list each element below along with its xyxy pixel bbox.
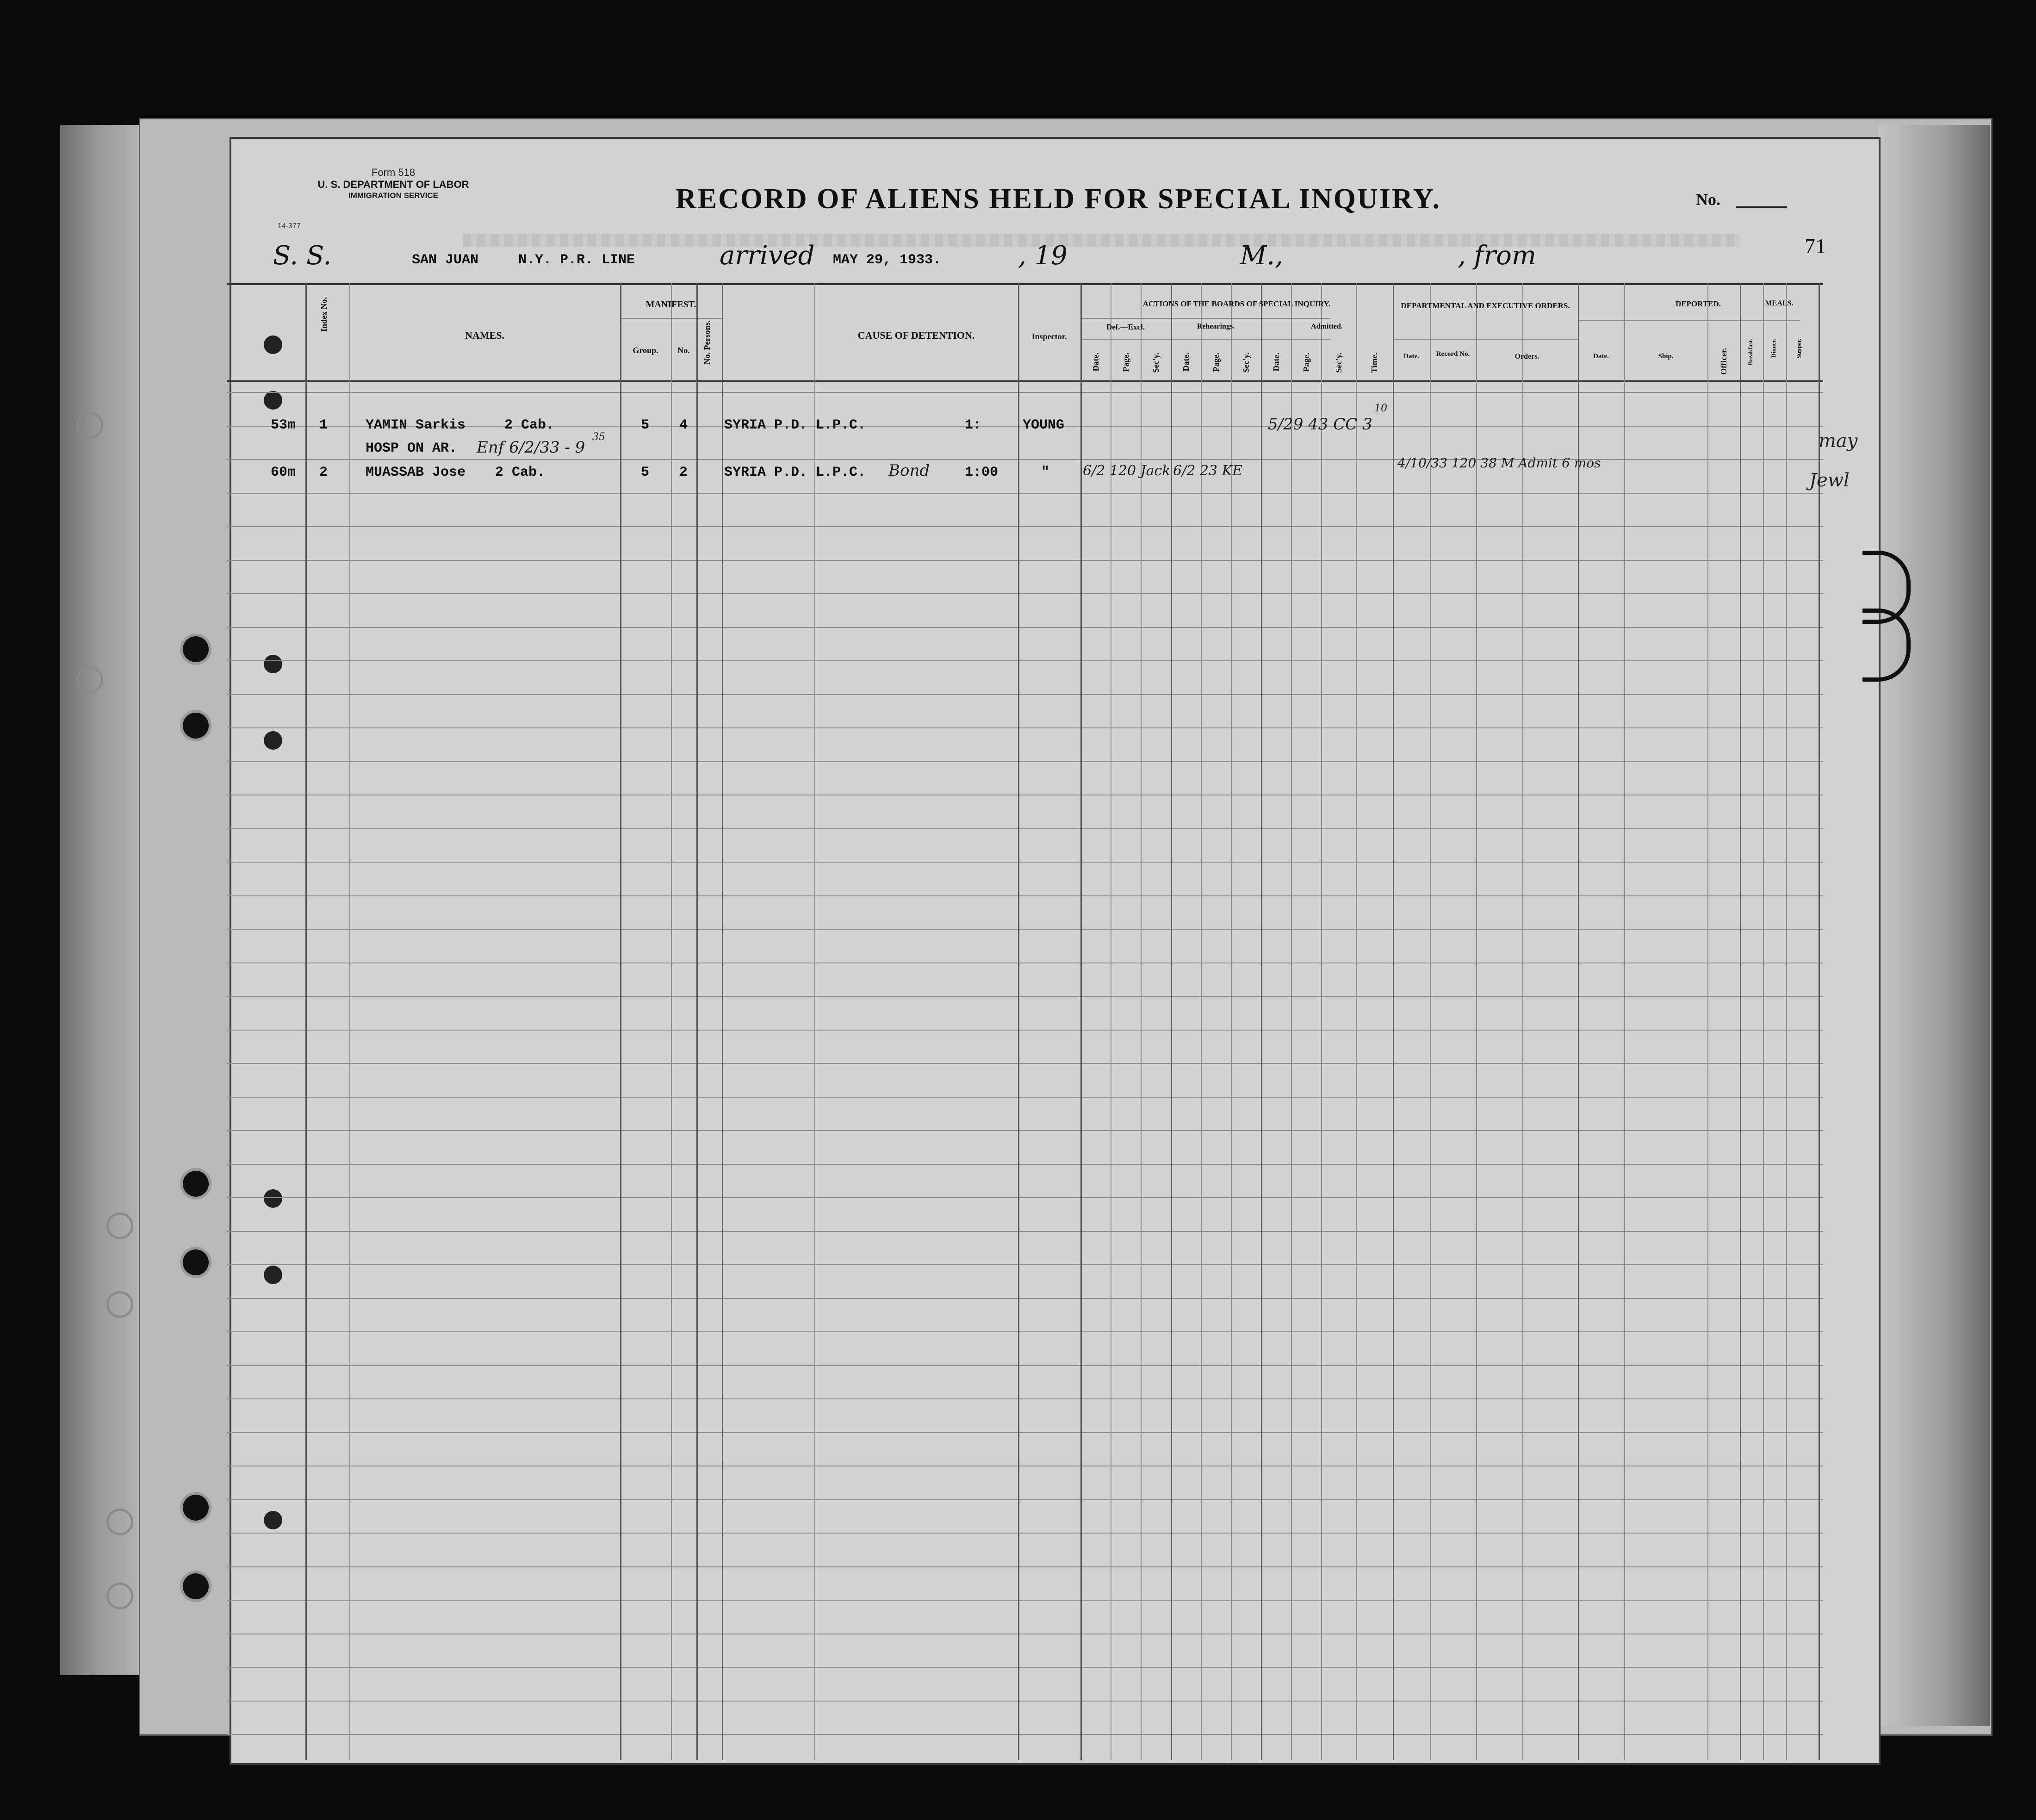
ruled-line <box>227 1365 1823 1366</box>
row-cause: SYRIA P.D. L.P.C. <box>724 465 866 480</box>
header-record-no: Record No. <box>1436 350 1470 358</box>
ruled-line <box>227 727 1823 728</box>
table-top-rule <box>227 283 1823 285</box>
ruled-line <box>227 627 1823 628</box>
year-label: , 19 <box>1018 241 1068 271</box>
binder-hole <box>183 1171 209 1197</box>
ruled-line <box>227 1331 1823 1332</box>
column-divider <box>814 283 815 1760</box>
ruled-line <box>227 1398 1823 1399</box>
record-number-blank <box>1736 206 1787 208</box>
header-dinner: Dinner. <box>1770 339 1777 358</box>
page-title: RECORD OF ALIENS HELD FOR SPECIAL INQUIRY. <box>676 183 1441 215</box>
row-orders: 4/10/33 120 38 M Admit 6 mos <box>1397 455 1601 471</box>
header-dept-orders: DEPARTMENTAL AND EXECUTIVE ORDERS. <box>1401 301 1570 310</box>
binder-ring <box>106 1212 133 1239</box>
binder-ring <box>76 412 103 439</box>
column-divider <box>1430 283 1431 1760</box>
row-name: MUASSAB Jose <box>366 465 466 480</box>
header-no-persons: No. Persons. <box>702 320 712 365</box>
column-divider <box>1578 283 1579 1760</box>
column-divider <box>305 283 307 1760</box>
header-deported: DEPORTED. <box>1675 299 1721 308</box>
ruled-line <box>227 1600 1823 1601</box>
header-secy: Sec'y. <box>1334 353 1343 373</box>
ruled-line <box>227 694 1823 695</box>
ruled-line <box>227 1164 1823 1165</box>
margin-note-jewl: Jewl <box>1809 470 1850 491</box>
header-names: NAMES. <box>465 329 504 341</box>
column-divider <box>1291 283 1292 1760</box>
form-identification <box>296 167 490 200</box>
column-divider <box>1080 283 1082 1760</box>
row-sub-note: HOSP ON AR. <box>366 441 458 456</box>
row-name: YAMIN Sarkis <box>366 417 466 433</box>
row-manifest-no: 4 <box>679 417 688 433</box>
header-inspector: Inspector. <box>1031 332 1067 341</box>
column-divider <box>1201 283 1202 1760</box>
vessel-name: SAN JUAN <box>412 252 479 268</box>
header-page: Page. <box>1211 353 1221 372</box>
row-class: 2 Cab. <box>504 417 555 433</box>
row-admitted-time: 10 <box>1374 403 1387 414</box>
row-sub-time: 35 <box>592 431 605 443</box>
header-ship: Ship. <box>1658 353 1674 360</box>
binder-hole <box>183 713 209 739</box>
row-admitted: 5/29 43 CC 3 <box>1268 415 1372 434</box>
row-group: 5 <box>641 465 650 480</box>
m-label: M., <box>1240 241 1283 271</box>
row-inspector: " <box>1041 465 1050 480</box>
row-manifest-no: 2 <box>679 465 688 480</box>
ruled-line <box>227 1432 1823 1433</box>
ruled-line <box>227 895 1823 896</box>
arrived-label: arrived <box>720 241 815 271</box>
column-divider <box>1786 283 1787 1760</box>
column-divider <box>1231 283 1232 1760</box>
header-date: Date. <box>1272 353 1281 372</box>
column-divider <box>671 283 672 1760</box>
row-margin-note: 60m <box>271 465 296 480</box>
row-index: 1 <box>319 417 328 433</box>
margin-note-may: may <box>1819 430 1858 452</box>
header-actions: ACTIONS OF THE BOARDS OF SPECIAL INQUIRY. <box>1142 299 1331 308</box>
column-divider <box>1393 283 1394 1760</box>
row-group: 5 <box>641 417 650 433</box>
column-divider <box>1819 283 1820 1760</box>
vessel-line-company: N.Y. P.R. LINE <box>518 252 635 268</box>
row-cause: SYRIA P.D. L.P.C. <box>724 417 866 433</box>
binder-ring <box>76 666 103 693</box>
column-divider <box>1356 283 1357 1760</box>
ruled-line <box>227 1130 1823 1131</box>
deported-subrule <box>1578 320 1800 321</box>
record-table <box>227 283 1823 1760</box>
ruled-line <box>227 560 1823 561</box>
header-secy: Sec'y. <box>1241 353 1251 373</box>
ruled-line <box>227 1734 1823 1735</box>
from-label: , from <box>1458 241 1536 271</box>
header-supper: Supper. <box>1795 339 1802 359</box>
column-divider <box>696 283 698 1760</box>
column-divider <box>1171 283 1172 1760</box>
header-admitted: Admitted. <box>1311 323 1343 330</box>
header-group: Group. <box>633 346 658 355</box>
column-divider <box>1141 283 1142 1760</box>
header-time: Time. <box>1370 353 1379 373</box>
form-code: 14-377 <box>278 222 301 230</box>
row-class: 2 Cab. <box>495 465 546 480</box>
header-cause: CAUSE OF DETENTION. <box>857 329 975 341</box>
actions-subrule <box>1080 339 1330 340</box>
row-cause-handwritten: Bond <box>888 461 930 480</box>
binder-ring <box>106 1509 133 1535</box>
ruled-line <box>227 1566 1823 1567</box>
binder-hole <box>183 1573 209 1599</box>
header-orders: Orders. <box>1515 353 1539 360</box>
ruled-line <box>227 1533 1823 1534</box>
faded-act-line <box>463 234 1740 247</box>
header-page: Page. <box>1302 353 1311 372</box>
column-divider <box>1624 283 1625 1760</box>
binder-ring <box>106 1583 133 1609</box>
binder-hole <box>183 636 209 662</box>
column-divider <box>620 283 621 1760</box>
header-date: Date. <box>1181 353 1191 372</box>
header-secy: Sec'y. <box>1151 353 1161 373</box>
ruled-line <box>227 660 1823 661</box>
ruled-line <box>227 1097 1823 1098</box>
column-divider <box>1018 283 1019 1760</box>
header-breakfast: Breakfast. <box>1747 339 1754 366</box>
header-meals: MEALS. <box>1765 299 1794 307</box>
header-dept-date: Date. <box>1403 353 1419 360</box>
header-def-excl: Def.—Excl. <box>1106 323 1145 331</box>
ruled-line <box>227 1063 1823 1064</box>
column-divider <box>1763 283 1764 1760</box>
ruled-line <box>227 1030 1823 1031</box>
ruled-line <box>227 526 1823 527</box>
header-bottom-rule <box>227 380 1823 382</box>
row-index: 2 <box>319 465 328 480</box>
row-margin-note: 53m <box>271 417 296 433</box>
column-divider <box>349 283 350 1760</box>
binder-hole <box>183 1249 209 1275</box>
ruled-line <box>227 392 1823 393</box>
record-number-label: No. <box>1696 190 1720 209</box>
arrived-date: MAY 29, 1933. <box>833 252 942 268</box>
dept-subrule <box>1393 339 1578 340</box>
actions-subrule <box>1080 318 1330 319</box>
header-manifest: MANIFEST. <box>646 299 696 310</box>
ruled-line <box>227 493 1823 494</box>
form-number: Form 518 <box>371 167 416 178</box>
header-page: Page. <box>1121 353 1130 372</box>
binder-ring <box>106 1291 133 1318</box>
column-divider <box>1707 283 1708 1760</box>
row-def-excl: 6/2 120 Jack <box>1083 463 1171 479</box>
header-rehearings: Rehearings. <box>1197 323 1235 330</box>
ruled-line <box>227 1701 1823 1702</box>
service-name: IMMIGRATION SERVICE <box>348 191 438 200</box>
right-page-edge <box>1879 125 1990 1726</box>
ruled-line <box>227 761 1823 762</box>
ruled-line <box>227 862 1823 863</box>
ruled-line <box>227 593 1823 594</box>
header-officer: Officer. <box>1719 348 1728 375</box>
ruled-line <box>227 828 1823 829</box>
header-date: Date. <box>1091 353 1100 372</box>
row-persons-time: 1:00 <box>965 465 999 480</box>
ruled-line <box>227 1667 1823 1668</box>
department-name: U. S. DEPARTMENT OF LABOR <box>317 179 469 191</box>
ss-label: S. S. <box>273 241 332 271</box>
page-number: 71 <box>1805 234 1826 258</box>
row-sub-handwritten: Enf 6/2/33 - 9 <box>477 438 585 457</box>
row-inspector: YOUNG <box>1023 417 1065 433</box>
ruled-line <box>227 996 1823 997</box>
binder-hole <box>183 1495 209 1521</box>
ruled-line <box>227 1264 1823 1265</box>
column-divider <box>722 283 723 1760</box>
column-divider <box>1321 283 1322 1760</box>
row-rehearing: 6/2 23 KE <box>1173 463 1242 479</box>
column-divider <box>1522 283 1523 1760</box>
header-deported-date: Date. <box>1593 353 1609 360</box>
column-divider <box>1476 283 1477 1760</box>
header-index-no: Index No. <box>319 297 329 332</box>
row-persons-time: 1: <box>965 417 982 433</box>
ruled-line <box>227 1231 1823 1232</box>
column-divider <box>1740 283 1741 1760</box>
ruled-line <box>227 929 1823 930</box>
ruled-line <box>227 1499 1823 1500</box>
ruled-line <box>227 1197 1823 1198</box>
header-manifest-no: No. <box>677 346 690 355</box>
ruled-line <box>227 1298 1823 1299</box>
column-divider <box>1261 283 1262 1760</box>
